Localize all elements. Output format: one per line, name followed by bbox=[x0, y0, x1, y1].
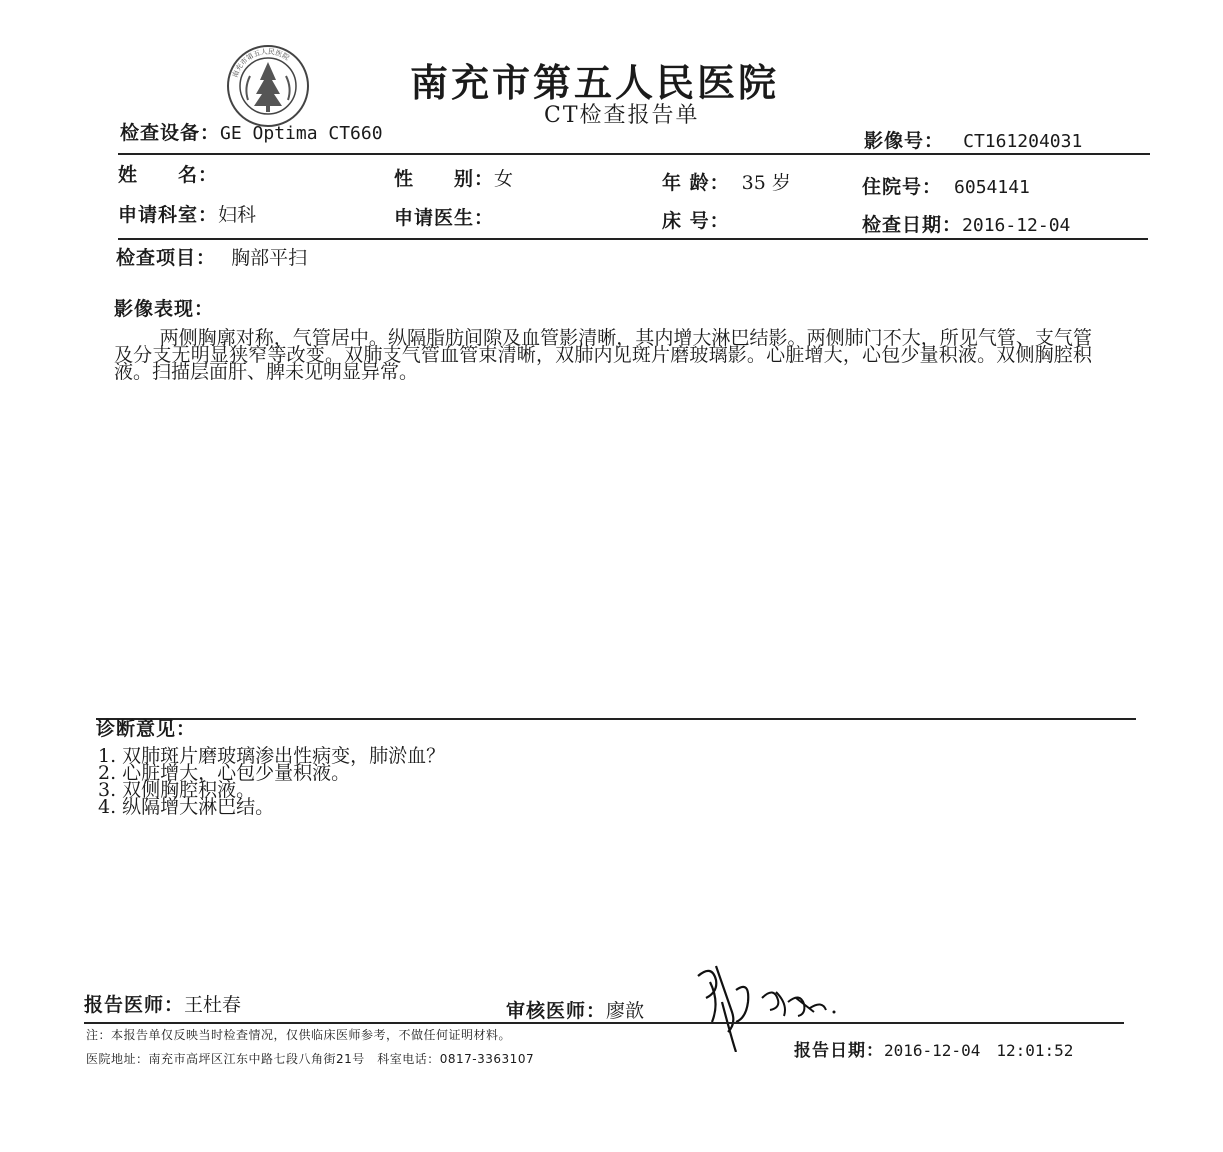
doctor-label: 申请医生： bbox=[394, 207, 495, 229]
hospital-address: 医院地址：南充市高坪区江东中路七段八角街21号 科室电话：0817-3363107 bbox=[86, 1052, 535, 1066]
age-label: 年 龄： bbox=[662, 172, 730, 194]
device-label: 检查设备： bbox=[120, 122, 221, 144]
age-value: 35 岁 bbox=[741, 172, 791, 194]
image-no-label: 影像号： bbox=[864, 130, 945, 152]
image-no-row bbox=[864, 126, 1082, 153]
disclaimer-note: 注：本报告单仅反映当时检查情况，仅供临床医师参考，不做任何证明材料。 bbox=[86, 1028, 512, 1042]
exam-item-label: 检查项目： bbox=[116, 247, 217, 269]
gender-value: 女 bbox=[494, 168, 514, 190]
exam-date-value: 2016-12-04 bbox=[962, 215, 1071, 236]
header-rule bbox=[118, 153, 1150, 155]
name-label: 姓 名： bbox=[118, 164, 219, 186]
diagnosis-item: 2. 心脏增大，心包少量积液。 bbox=[98, 762, 351, 784]
diagnosis-rule bbox=[96, 718, 1136, 720]
device-value: GE Optima CT660 bbox=[220, 123, 383, 144]
diagnosis-item: 3. 双侧胸腔积液。 bbox=[98, 779, 256, 801]
report-date-field bbox=[794, 1036, 1073, 1061]
diagnosis-label: 诊断意见： bbox=[96, 718, 197, 740]
age-field bbox=[662, 168, 791, 195]
gender-label: 性 别： bbox=[394, 168, 495, 190]
exam-item-value: 胸部平扫 bbox=[231, 247, 308, 269]
exam-date-label: 检查日期： bbox=[862, 214, 963, 236]
seal-text: 南充市第五人民医院 bbox=[231, 47, 291, 79]
diagnosis-item: 4. 纵隔增大淋巴结。 bbox=[98, 796, 275, 818]
report-doctor-label: 报告医师： bbox=[84, 994, 185, 1016]
footer-rule bbox=[84, 1022, 1124, 1024]
department-label: 申请科室： bbox=[118, 204, 219, 226]
report-title: CT检查报告单 bbox=[544, 103, 700, 128]
hospital-seal-logo bbox=[226, 44, 310, 128]
exam-date-field bbox=[862, 210, 1070, 237]
findings-section bbox=[114, 327, 1092, 383]
bed-field bbox=[662, 206, 730, 233]
report-date-label: 报告日期： bbox=[794, 1041, 884, 1061]
report-doctor-value: 王杜春 bbox=[184, 994, 242, 1016]
svg-text:南充市第五人民医院 bbox=[230, 47, 291, 79]
image-no-value: CT161204031 bbox=[963, 131, 1083, 152]
diagnosis-list bbox=[98, 745, 446, 818]
review-doctor-label: 审核医师： bbox=[506, 1000, 607, 1022]
exam-item-field bbox=[116, 243, 307, 270]
report-doctor-field bbox=[84, 990, 241, 1017]
department-field bbox=[118, 200, 256, 227]
patient-rule bbox=[118, 238, 1148, 240]
department-value: 妇科 bbox=[218, 204, 257, 226]
name-field bbox=[118, 160, 218, 187]
inpatient-no-label: 住院号： bbox=[862, 176, 943, 198]
bed-label: 床 号： bbox=[662, 210, 730, 232]
findings-label: 影像表现： bbox=[114, 298, 215, 320]
review-doctor-value: 廖歆 bbox=[606, 1000, 645, 1022]
report-date-value: 2016-12-04 12:01:52 bbox=[884, 1041, 1074, 1060]
inpatient-no-field bbox=[862, 172, 1030, 199]
doctor-field bbox=[394, 203, 494, 230]
review-doctor-field bbox=[506, 996, 644, 1023]
findings-text: 两侧胸廓对称，气管居中。纵隔脂肪间隙及血管影清晰，其内增大淋巴结影。两侧肺门不大，所见气管、支气管及分支无明显狭窄等改变。双肺支气管血管束清晰，双肺内见斑片磨玻璃影。心脏增大，心包少量积液。双侧胸腔积液。扫描层面肝、脾未见明显异常。 bbox=[114, 327, 1092, 383]
diagnosis-item: 1. 双肺斑片磨玻璃渗出性病变，肺淤血？ bbox=[98, 745, 446, 767]
device-row bbox=[120, 118, 383, 145]
gender-field bbox=[394, 164, 513, 191]
inpatient-no-value: 6054141 bbox=[954, 177, 1030, 198]
hospital-name: 南充市第五人民医院 bbox=[410, 60, 780, 105]
